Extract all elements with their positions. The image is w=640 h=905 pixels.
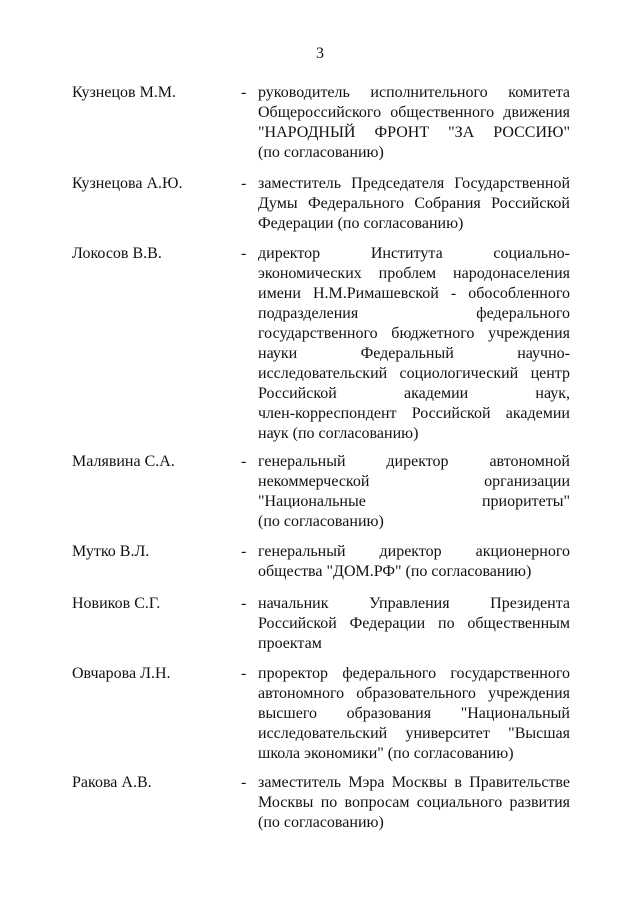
position-line: Думы Федерального Собрания Российской (258, 195, 570, 212)
position-line: Общероссийского общественного движения (258, 104, 570, 121)
member-position (258, 244, 570, 444)
position-line: руководитель исполнительного комитета (258, 84, 570, 101)
position-line: высшего образования "Национальный (258, 705, 570, 722)
position-line: заместитель Председателя Государственной (258, 175, 570, 192)
position-line: (по согласованию) (258, 144, 384, 161)
position-line: проектам (258, 635, 322, 652)
position-line: член-корреспондент Российской академии (258, 405, 570, 422)
position-line: директор Института социально- (258, 245, 570, 262)
position-line: наук (по согласованию) (258, 425, 419, 442)
member-name: Мутко В.Л. (72, 543, 150, 560)
position-line: науки Федеральный научно- (258, 345, 570, 362)
separator-dash: - (241, 774, 247, 791)
member-entry (72, 244, 570, 442)
position-line: генеральный директор автономной (258, 453, 570, 470)
member-name: Малявина С.А. (72, 453, 175, 470)
member-entry (72, 594, 570, 652)
position-line: исследовательский социологический центр (258, 365, 570, 382)
position-line: имени Н.М.Римашевской - обособленного (258, 285, 570, 302)
member-position (258, 773, 570, 833)
member-entry (72, 542, 570, 580)
position-line: Российской академии наук, (258, 385, 570, 402)
separator-dash: - (241, 595, 247, 612)
member-name: Ракова А.В. (72, 774, 152, 791)
position-line: Москвы по вопросам социального развития (258, 794, 570, 811)
position-line: заместитель Мэра Москвы в Правительстве (258, 774, 570, 791)
position-line: (по согласованию) (258, 814, 384, 831)
position-line: подразделения федерального (258, 305, 570, 322)
member-name: Овчарова Л.Н. (72, 665, 171, 682)
page-number: 3 (316, 45, 324, 62)
position-line: экономических проблем народонаселения (258, 265, 570, 282)
member-name: Кузнецова А.Ю. (72, 175, 183, 192)
separator-dash: - (241, 453, 247, 470)
position-line: начальник Управления Президента (258, 595, 570, 612)
position-line: Федерации (по согласованию) (258, 215, 464, 232)
member-entry (72, 452, 570, 530)
member-position (258, 664, 570, 764)
position-line: проректор федерального государственного (258, 665, 570, 682)
separator-dash: - (241, 543, 247, 560)
position-line: "Национальные приоритеты" (258, 493, 570, 510)
position-line: общества "ДОМ.РФ" (по согласованию) (258, 563, 532, 580)
member-position (258, 174, 570, 234)
position-line: (по согласованию) (258, 513, 384, 530)
separator-dash: - (241, 245, 247, 262)
position-line: Российской Федерации по общественным (258, 615, 570, 632)
position-line: государственного бюджетного учреждения (258, 325, 570, 342)
position-line: генеральный директор акционерного (258, 543, 570, 560)
position-line: исследовательский университет "Высшая (258, 725, 570, 742)
position-line: школа экономики" (по согласованию) (258, 745, 514, 762)
member-entry (72, 174, 570, 232)
member-position (258, 452, 570, 532)
separator-dash: - (241, 175, 247, 192)
separator-dash: - (241, 665, 247, 682)
member-position (258, 83, 570, 163)
member-entry (72, 83, 570, 161)
member-name: Локосов В.В. (72, 245, 162, 262)
member-position (258, 542, 570, 582)
member-name: Кузнецов М.М. (72, 84, 177, 101)
member-name: Новиков С.Г. (72, 595, 161, 612)
member-entry (72, 773, 570, 831)
member-entry (72, 664, 570, 762)
separator-dash: - (241, 84, 247, 101)
position-line: "НАРОДНЫЙ ФРОНТ "ЗА РОССИЮ" (258, 124, 570, 141)
position-line: некоммерческой организации (258, 473, 570, 490)
member-position (258, 594, 570, 654)
position-line: автономного образовательного учреждения (258, 685, 570, 702)
